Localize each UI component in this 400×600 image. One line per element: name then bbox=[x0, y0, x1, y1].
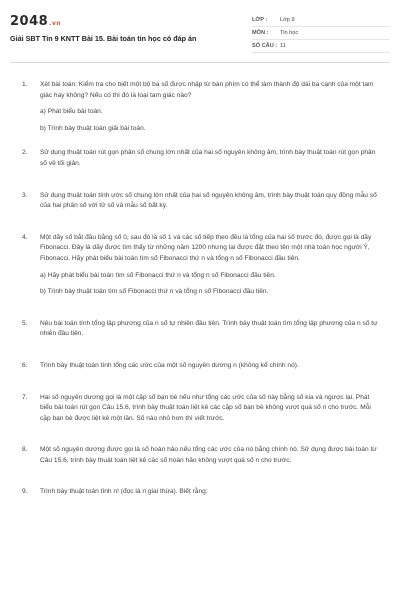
question-item bbox=[22, 393, 378, 425]
question-number: 8. bbox=[22, 446, 28, 454]
question-subpart: a) Hãy phát biểu bài toán tìm số Fibonacci thứ n và tổng n số Fibonacci đầu tiên. bbox=[40, 271, 276, 279]
question-list bbox=[22, 80, 378, 498]
site-logo[interactable] bbox=[10, 14, 61, 29]
meta-value: Tin học bbox=[280, 30, 299, 36]
question-number: 6. bbox=[22, 361, 28, 369]
question-subpart: a) Phát biểu bài toán. bbox=[40, 108, 103, 116]
question-number: 1. bbox=[22, 81, 28, 88]
question-subpart: b) Trình bày thuật toán giải bài toán. bbox=[40, 124, 146, 132]
meta-key: LỚP : bbox=[252, 17, 268, 23]
meta-row-count bbox=[252, 40, 390, 53]
question-item bbox=[22, 445, 378, 466]
question-text: Trình bày thuật toán tính n! (đọc là n giai thừa). Biết rằng: bbox=[40, 488, 208, 496]
meta-key: MÔN : bbox=[252, 30, 269, 36]
question-number: 3. bbox=[22, 191, 28, 199]
meta-table bbox=[252, 14, 390, 53]
header-divider bbox=[10, 62, 390, 63]
question-item bbox=[22, 361, 378, 372]
question-number: 4. bbox=[22, 233, 28, 241]
question-item bbox=[22, 80, 378, 134]
page-header bbox=[0, 0, 400, 62]
meta-value: Lớp 9 bbox=[280, 17, 295, 23]
meta-value: 11 bbox=[280, 43, 286, 49]
meta-row-grade bbox=[252, 14, 390, 27]
question-text: Sử dụng thuật toán rút gọn phân số chung lớn nhất của hai số nguyên không âm, trình bày thuật toán rút gọn phân số về tối giản. bbox=[40, 149, 376, 167]
question-text: Sử dụng thuật toán tính ước số chung lớn nhất của hai số nguyên không âm, trình bày thuật toán quy đồng mẫu số của hai phân số với tử số và mẫu số bất kỳ. bbox=[40, 191, 377, 210]
logo-text: 2048 bbox=[10, 14, 49, 29]
question-item bbox=[22, 148, 378, 169]
question-item bbox=[22, 233, 378, 298]
question-item bbox=[22, 319, 378, 340]
question-text: Nêu bài toán tính tổng lập phương của n số tự nhiên đầu tiên. Trình bày thuật toán tìm tổng lập phương của n số tự nhiên đầu tiên. bbox=[40, 319, 378, 338]
question-text: Trình bày thuật toán tính tổng các ước của một số nguyên dương n (không kể chính nó). bbox=[40, 361, 299, 369]
page-title: Giải SBT Tin 9 KNTT Bài 15. Bài toán tin học có đáp án bbox=[10, 34, 197, 43]
question-subpart: b) Trình bày thuật toán tìm số Fibonacci thứ n và tổng n số Fibonacci đầu tiên. bbox=[40, 288, 269, 296]
question-item bbox=[22, 191, 378, 212]
question-number: 2. bbox=[22, 149, 28, 157]
question-text: Một dãy số bắt đầu bằng số 0, sau đó là số 1 và các số tiếp theo đều là tổng của hai số trước đó, được gọi là dãy Fibonacci. Đây là dãy được tìm thấy từ những năm 1200 nhưng lại được đặt theo tên một nhà toán học người Ý, Fibonacci. Hãy phát biểu bài toán tìm số Fibonacci thứ n và tổng n số Fibonacci đầu tiên. bbox=[40, 233, 372, 262]
question-text: Hai số nguyên dương gọi là một cặp số bạn bè nếu như tổng các ước của số này bằng số kia và ngược lại. Phát biểu bài toán rút gọn Câu 15.6, trình bày thuật toán liệt kê các cặp số bạn bè không vượt quá số n cho trước. Mỗi cặp bạn bè được liệt kê một lần. Số nào nhỏ hơn thì viết trước. bbox=[40, 393, 371, 422]
question-item bbox=[22, 487, 378, 498]
question-number: 9. bbox=[22, 488, 28, 496]
meta-row-subject bbox=[252, 27, 390, 40]
question-text: Xét bài toán: Kiểm tra cho biết một bộ ba số được nhập từ bàn phím có thể làm thành độ dài ba cạnh của một tam giác hay không? Nếu có thì đó là loại tam giác nào? bbox=[40, 81, 374, 99]
meta-key: SỐ CÂU : bbox=[252, 43, 278, 49]
question-number: 7. bbox=[22, 393, 28, 401]
question-number: 5. bbox=[22, 319, 28, 327]
logo-suffix: .vn bbox=[49, 20, 62, 27]
question-text: Một số nguyên dương được gọi là số hoàn hảo nếu tổng các ước của nó bằng chính nó. Sử dụng được bài toán từ Câu 15.6, trình bày thuật toán liệt kê các số hoàn hảo không vượt quá số n cho trước. bbox=[40, 446, 377, 464]
